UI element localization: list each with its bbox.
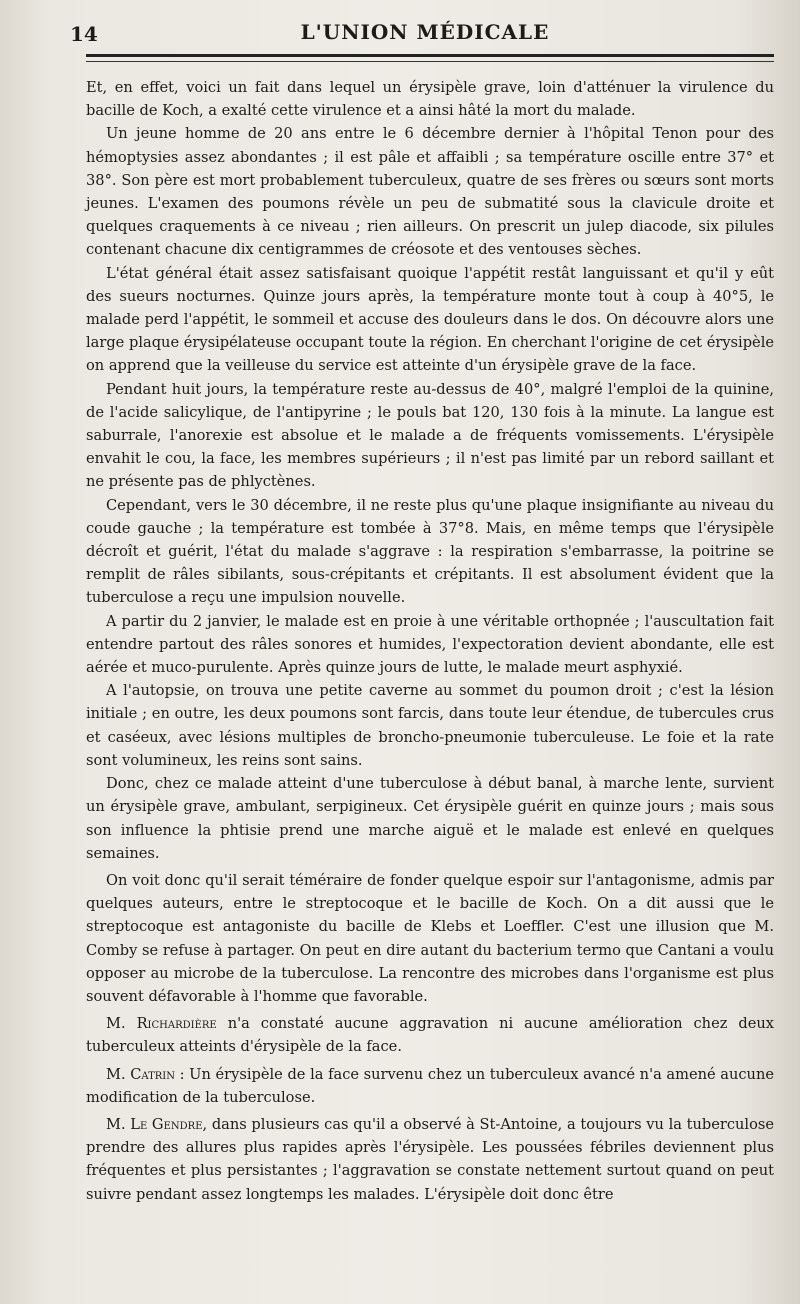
paragraph: Et, en effet, voici un fait dans lequel un érysipèle grave, loin d'atténuer la virulence du bacille de Koch, a exalté cette virulence et a ainsi hâté la mort du malade.	[86, 79, 774, 120]
speaker-text: : Un érysipèle de la face survenu chez un tuberculeux avancé n'a amené aucune modification de la tuberculose.	[86, 1065, 774, 1106]
paragraph: On voit donc qu'il serait téméraire de fonder quelque espoir sur l'antagonisme, admis par quelques auteurs, entre le streptocoque et le bacille de Koch. On a dit aussi que le streptocoque est antagoniste du bacille de Klebs et Loeffler. C'est une illusion que M. Comby se refuse à partager. On peut en dire autant du bacterium termo que Cantani a voulu opposer au microbe de la tuberculose. La rencontre des microbes dans l'organisme est plus souvent défavorable à l'homme que favorable.	[86, 871, 774, 1005]
paragraph: Un jeune homme de 20 ans entre le 6 décembre dernier à l'hôpital Tenon pour des hémoptysies assez abondantes ; il est pâle et affaibli ; sa température oscille entre 37° et 38°. Son père est mort probablement tuberculeux, quatre de ses frères ou sœurs sont morts jeunes. L'examen des poumons révèle un peu de submatité sous la clavicule droite et quelques craquements à ce niveau ; rien ailleurs. On prescrit un julep diacode, six pilules contenant chacune dix centigrammes de créosote et des ventouses sèches.	[86, 125, 774, 259]
page-number: 14	[70, 22, 98, 46]
paragraph: A partir du 2 janvier, le malade est en proie à une véritable orthopnée ; l'auscultation fait entendre partout des râles sonores et humides, l'expectoration devient abondante, elle est aérée et muco-purulente. Après quinze jours de lutte, le malade meurt asphyxié.	[86, 612, 774, 677]
running-title: L'UNION MÉDICALE	[300, 20, 550, 44]
speaker-name: M. Le Gendre	[106, 1115, 203, 1133]
paragraph: Cependant, vers le 30 décembre, il ne reste plus qu'une plaque insignifiante au niveau du coude gauche ; la température est tombée à 37°8. Mais, en même temps que l'érysipèle décroît et guérit, l'état du malade s'aggrave : la respiration s'embarrasse, la poitrine se remplit de râles sibilants, sous-crépitants et crépitants. Il est absolument évident que la tuberculose a reçu une impulsion nouvelle.	[86, 496, 774, 607]
speaker-name: M. Catrin	[106, 1065, 175, 1083]
header-rule	[86, 54, 774, 62]
body-text	[86, 76, 774, 1206]
speaker-name: M. Richardière	[106, 1015, 217, 1033]
paragraph: Donc, chez ce malade atteint d'une tuberculose à début banal, à marche lente, survient un érysipèle grave, ambulant, serpigineux. Cet érysipèle guérit en quinze jours ; mais sous son influence la phtisie prend une marche aiguë et le malade est enlevé en quelques semaines.	[86, 775, 774, 862]
speaker-paragraph	[86, 1063, 774, 1109]
paragraph: Pendant huit jours, la température reste au-dessus de 40°, malgré l'emploi de la quinine, de l'acide salicylique, de l'antipyrine ; le pouls bat 120, 130 fois à la minute. La langue est saburrale, l'anorexie est absolue et le malade a de fréquents vomissements. L'érysipèle envahit le cou, la face, les membres supérieurs ; il n'est pas limité par un rebord saillant et ne présente pas de phlyctènes.	[86, 380, 774, 491]
paragraph: L'état général était assez satisfaisant quoique l'appétit restât languissant et qu'il y eût des sueurs nocturnes. Quinze jours après, la température monte tout à coup à 40°5, le malade perd l'appétit, le sommeil et accuse des douleurs dans le dos. On découvre alors une large plaque érysipélateuse occupant toute la région. En cherchant l'origine de cet érysipèle on apprend que la veilleuse du service est atteinte d'un érysipèle grave de la face.	[86, 264, 774, 375]
speaker-paragraph	[86, 1012, 774, 1058]
paragraph: A l'autopsie, on trouva une petite caverne au sommet du poumon droit ; c'est la lésion initiale ; en outre, les deux poumons sont farcis, dans toute leur étendue, de tubercules crus et caséeux, avec lésions multiples de broncho-pneumonie tuberculeuse. Le foie et la rate sont volumineux, les reins sont sains.	[86, 682, 774, 769]
speaker-text: , dans plusieurs cas qu'il a observé à St-Antoine, a toujours vu la tuberculose prendre des allures plus rapides après l'érysipèle. Les poussées fébriles deviennent plus fréquentes et plus persistantes ; l'aggravation se constate nettement surtout quand on peut suivre pendant assez longtemps les malades. L'érysipèle doit donc être	[86, 1115, 774, 1203]
page-header	[70, 16, 780, 50]
speaker-text: n'a constaté aucune aggravation ni aucune amélioration chez deux tuberculeux atteints d'érysipèle de la face.	[86, 1015, 774, 1056]
speaker-paragraph	[86, 1113, 774, 1206]
